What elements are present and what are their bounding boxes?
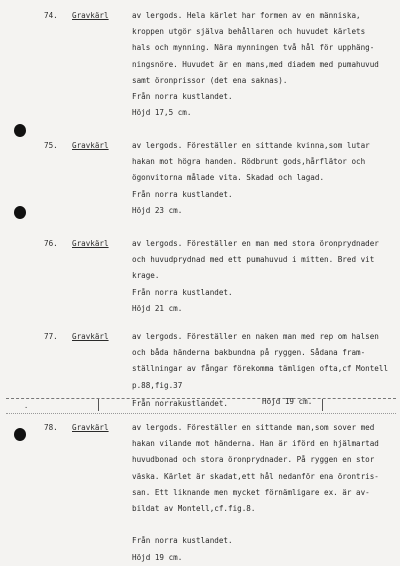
entry-line: san. Ett liknande men mycket förnämligare ex. är av- [132,487,370,497]
entry-line: Höjd 23 cm. [132,205,183,215]
entry-line: hakan mot högra handen. Rödbrunt gods,hårflätor och [132,157,366,167]
entry-line: av lergods. Föreställer en man med stora öronprydnader [132,239,379,248]
entry-kind: Gravkärl [72,141,109,150]
entry-description [132,138,370,219]
entry-line: bildat av Montell,cf.fig.8. [132,504,256,514]
punch-hole [14,206,26,219]
entry-line: huvudbonad och stora öronprydnader. På ryggen en stor [132,455,375,465]
entry-line: och båda händerna bakbundna på ryggen. Sådana fram- [132,348,366,358]
entry-line: väska. Kärlet är skadat,ett hål nedanför ena örontris- [132,471,379,481]
entry-number: 78. [44,423,58,432]
entry-line: av lergods. Föreställer en sittande man,som sover med [132,423,375,432]
entry-line: hakan vilande mot händerna. Han är iförd en hjälmartad [132,439,379,449]
entry-line: ögonvitorna målade vita. Skadad och lagad. [132,173,325,183]
strip-mark: . [24,402,29,410]
strip-height: Höjd 19 cm. [262,397,313,406]
entry-kind: Gravkärl [72,239,109,248]
entry-line: p.88,fig.37 [132,380,183,390]
entry-line: av lergods. Föreställer en sittande kvinna,som lutar [132,141,370,150]
entry-line: Höjd 21 cm. [132,303,183,313]
strip-edge [98,399,99,411]
entry-kind: Gravkärl [72,332,109,341]
entry-line: krage. [132,271,160,281]
entry-number: 74. [44,11,58,20]
entry-line: Från norra kustlandet. [132,287,233,297]
entry-line: ningsnöre. Huvudet är en mans,med diadem med pumahuvud [132,59,379,69]
entry-description [132,329,388,394]
entry-line: Från norra kustlandet. [132,92,233,102]
strip-place: Från norrakustlandet. [132,399,229,408]
entry-line: Från norra kustlandet. [132,536,233,546]
entry-number: 75. [44,141,58,150]
entry-number: 77. [44,332,58,341]
entry-number: 76. [44,239,58,248]
entry-line: Höjd 19 cm. [132,552,183,562]
entry-line: av lergods. Föreställer en naken man med rep om halsen [132,332,379,341]
entry-line: samt öronprissor (det ena saknas). [132,75,288,85]
punch-hole [14,124,26,137]
entry-line: och huvudprydnad med ett pumahuvud i mitten. Bred vit [132,255,375,265]
entry-description [132,236,379,317]
punch-hole [14,428,26,441]
entry-line: av lergods. Hela kärlet har formen av en människa, [132,11,361,20]
entry-line: hals och mynning. Nära mynningen två hål för upphäng- [132,43,375,53]
entry-line [132,517,379,533]
entry-line: kroppen utgör själva behållaren och huvudet kärlets [132,27,366,37]
entry-line: Höjd 17,5 cm. [132,108,192,118]
strip-edge [322,399,323,411]
entry-kind: Gravkärl [72,423,109,432]
entry-line: Från norra kustlandet. [132,189,233,199]
entry-kind: Gravkärl [72,11,109,20]
entry-line: ställningar av fångar förekomma tämligen ofta,cf Montell [132,364,389,374]
entry-description [132,420,379,566]
entry-description [132,8,379,121]
cut-line [6,413,396,414]
